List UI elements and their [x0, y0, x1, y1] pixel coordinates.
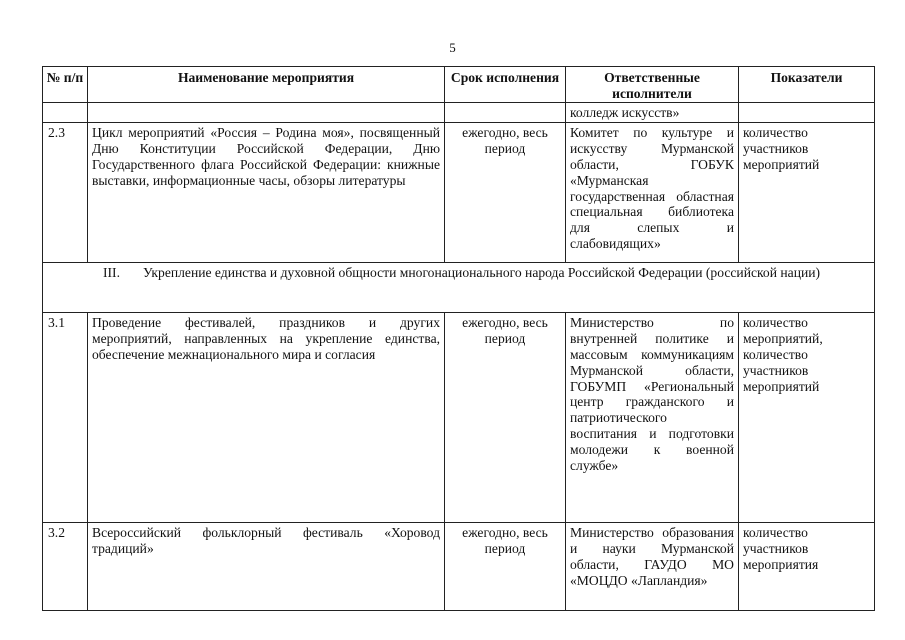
row-indicators: количество мероприятий, количество участников мероприятий	[739, 313, 875, 523]
header-num: № п/п	[43, 67, 88, 103]
row-name: Проведение фестивалей, праздников и других мероприятий, направленных на укрепление единства, обеспечение межнационального мира и согласия	[88, 313, 445, 523]
header-name: Наименование мероприятия	[88, 67, 445, 103]
row-date: ежегодно, весь период	[445, 313, 566, 523]
section-row	[43, 263, 875, 313]
row-responsible: Министерство образования и науки Мурманской области, ГАУДО МО «МОЦДО «Лапландия»	[566, 523, 739, 611]
header-indicators: Показатели	[739, 67, 875, 103]
section-title: Укрепление единства и духовной общности многонационального народа Российской Федерации (российской нации)	[143, 265, 821, 281]
section-number: III.	[103, 265, 120, 281]
header-row	[43, 67, 875, 103]
table-row	[43, 523, 875, 611]
row-num: 3.2	[43, 523, 88, 611]
row-date: ежегодно, весь период	[445, 123, 566, 263]
row-name: Всероссийский фольклорный фестиваль «Хоровод традиций»	[88, 523, 445, 611]
row-date: ежегодно, весь период	[445, 523, 566, 611]
row-indicators: количество участников мероприятия	[739, 523, 875, 611]
table-row	[43, 313, 875, 523]
continuation-row	[43, 102, 875, 123]
continuation-responsible: колледж искусств»	[566, 102, 739, 123]
header-responsible: Ответственные исполнители	[566, 67, 739, 103]
row-responsible: Министерство по внутренней политике и массовым коммуникациям Мурманской области, ГОБУМП «Региональный центр гражданского и патриотического воспитания и подготовки молодежи к военной службе»	[566, 313, 739, 523]
events-table	[42, 66, 875, 611]
page-number: 5	[449, 40, 456, 55]
row-responsible: Комитет по культуре и искусству Мурманской области, ГОБУК «Мурманская государственная областная специальная библиотека для слепых и слабовидящих»	[566, 123, 739, 263]
row-num: 3.1	[43, 313, 88, 523]
row-name: Цикл мероприятий «Россия – Родина моя», посвященный Дню Конституции Российской Федерации, Дню Государственного флага Российской Федерации: книжные выставки, информационные часы, обзоры литературы	[88, 123, 445, 263]
header-date: Срок исполнения	[445, 67, 566, 103]
table-row	[43, 123, 875, 263]
row-indicators: количество участников мероприятий	[739, 123, 875, 263]
row-num: 2.3	[43, 123, 88, 263]
